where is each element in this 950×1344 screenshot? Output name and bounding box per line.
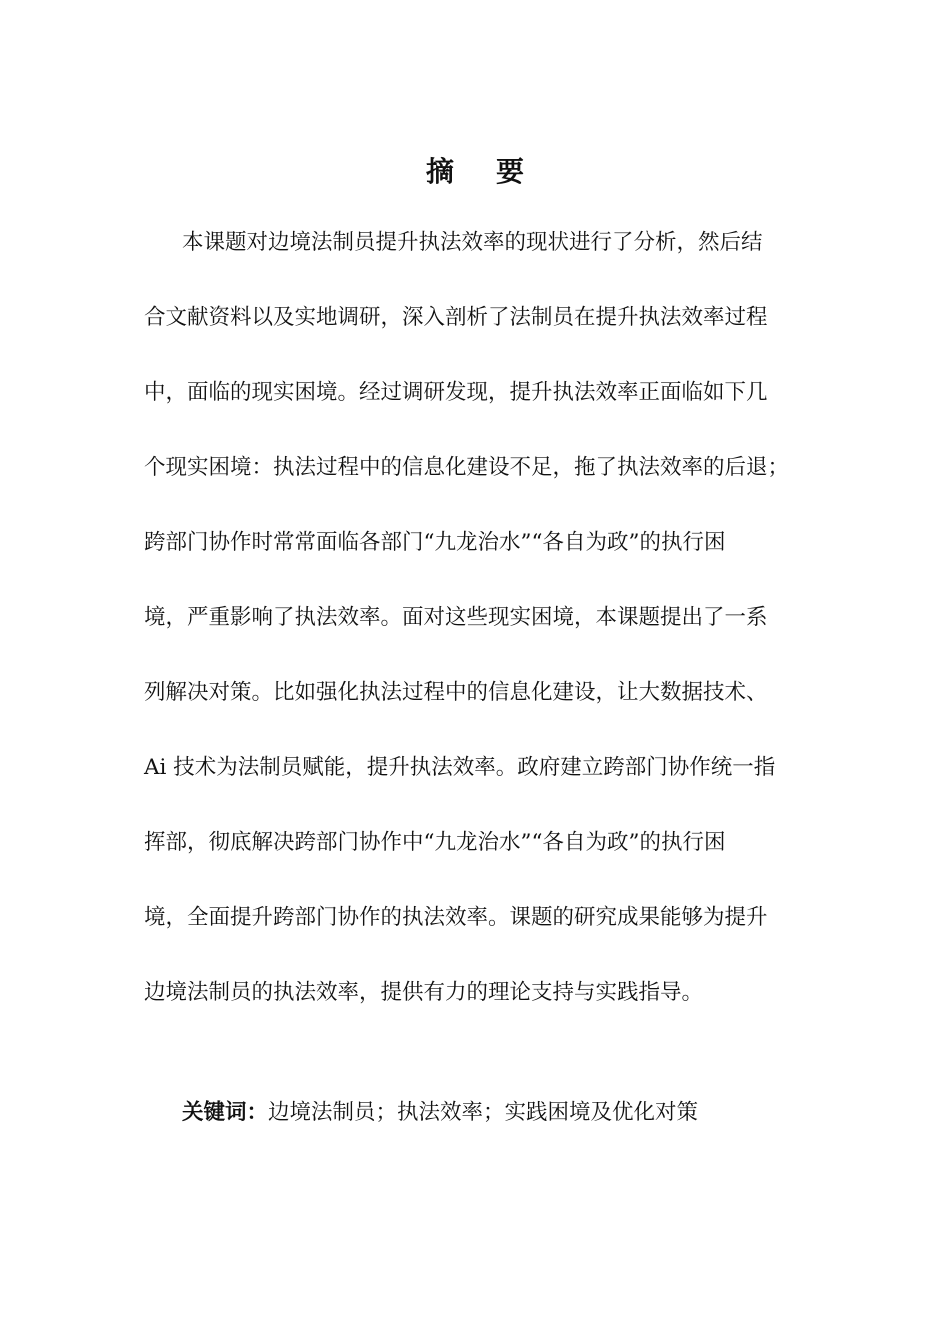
abstract-title: [0, 150, 950, 194]
abstract-line: 边境法制员的执法效率，提供有力的理论支持与实践指导。: [144, 980, 704, 1005]
keywords-value: 边境法制员；执法效率；实践困境及优化对策: [268, 1100, 699, 1125]
abstract-line: 本课题对边境法制员提升执法效率的现状进行了分析，然后结: [182, 230, 763, 255]
abstract-line: 境，严重影响了执法效率。面对这些现实困境，本课题提出了一系: [144, 605, 768, 630]
title-char-1: 摘: [425, 155, 454, 188]
keywords-label: 关键词：: [182, 1100, 269, 1125]
abstract-body: [144, 222, 824, 1047]
title-char-2: 要: [496, 155, 525, 188]
abstract-line: Ai 技术为法制员赋能，提升执法效率。政府建立跨部门协作统一指: [144, 755, 776, 780]
abstract-line: 个现实困境：执法过程中的信息化建设不足，拖了执法效率的后退；: [144, 455, 790, 480]
abstract-line: 合文献资料以及实地调研，深入剖析了法制员在提升执法效率过程: [144, 305, 768, 330]
abstract-line: 跨部门协作时常常面临各部门“九龙治水”“各自为政”的执行困: [144, 530, 726, 555]
keywords-line: [182, 1093, 698, 1133]
abstract-line: 境，全面提升跨部门协作的执法效率。课题的研究成果能够为提升: [144, 905, 768, 930]
abstract-line: 中，面临的现实困境。经过调研发现，提升执法效率正面临如下几: [144, 380, 768, 405]
abstract-line: 列解决对策。比如强化执法过程中的信息化建设，让大数据技术、: [144, 680, 768, 705]
abstract-line: 挥部，彻底解决跨部门协作中“九龙治水”“各自为政”的执行困: [144, 830, 726, 855]
